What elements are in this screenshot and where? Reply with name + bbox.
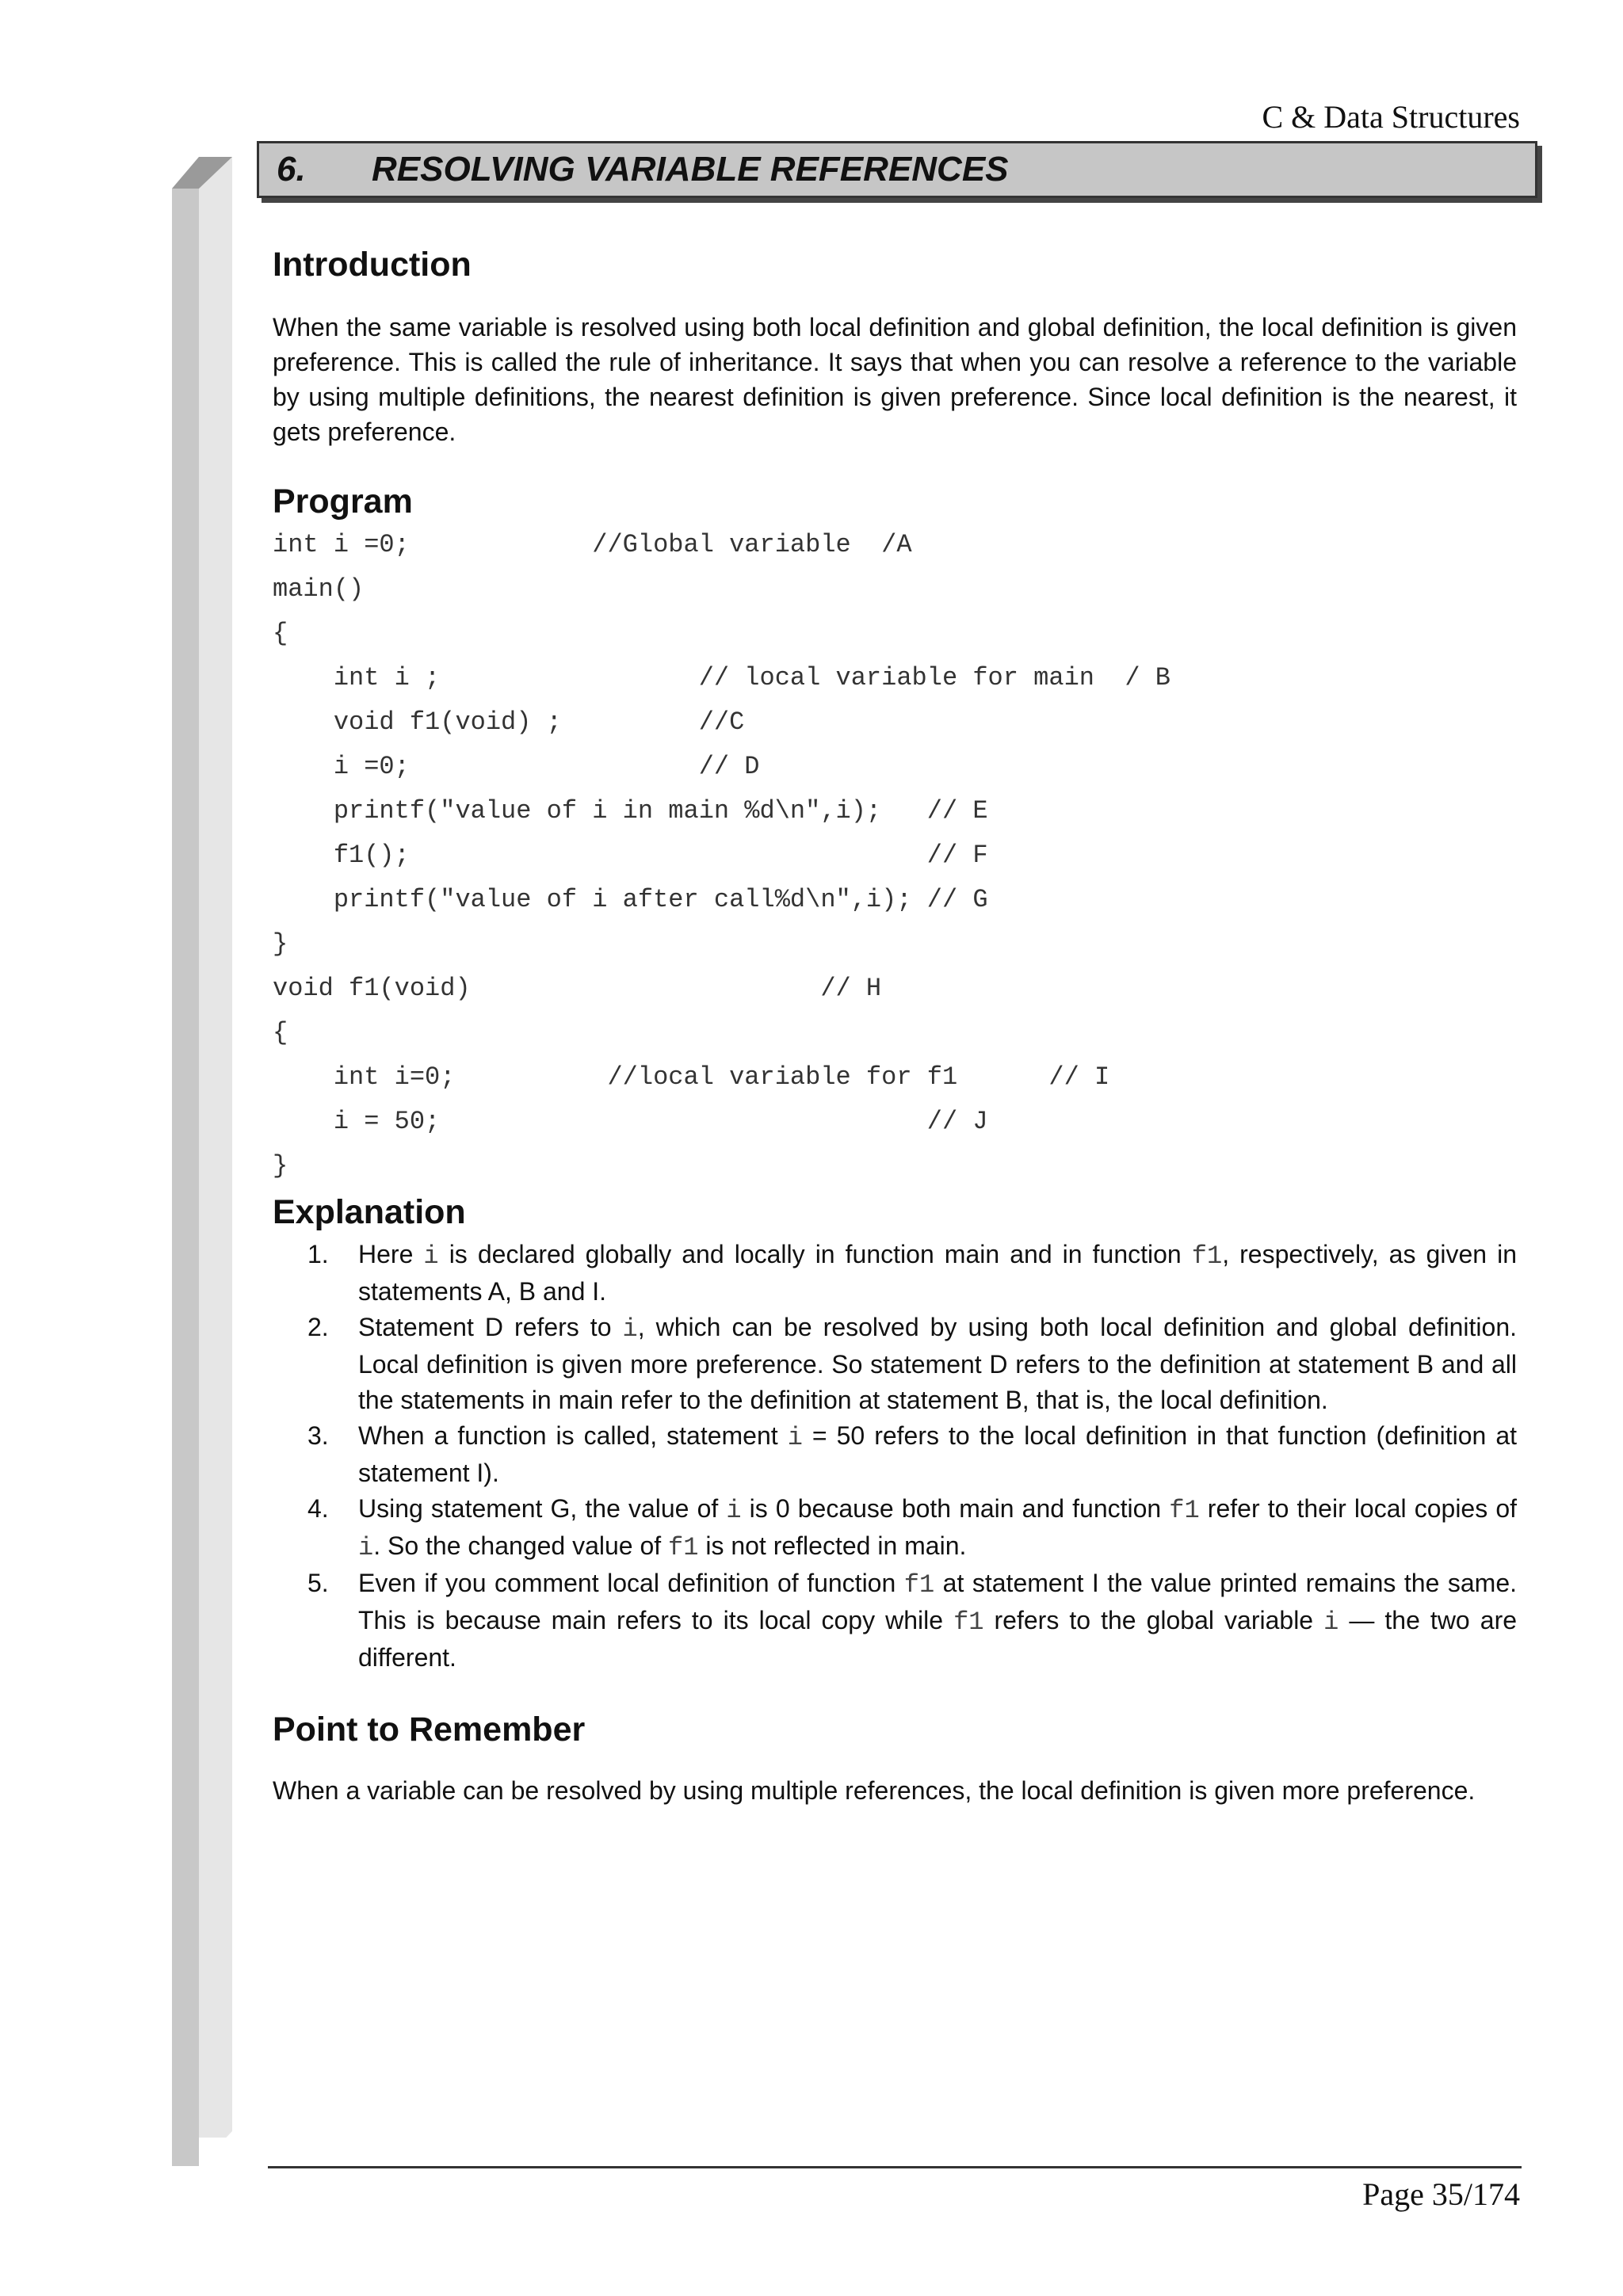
sidebar-decoration-bar bbox=[172, 189, 199, 2166]
explanation-text: When a function is called, statement bbox=[358, 1421, 788, 1450]
code-line: int i=0; //local variable for f1 // I bbox=[273, 1062, 1110, 1092]
code-reference: f1 bbox=[1169, 1496, 1200, 1525]
code-reference: i bbox=[787, 1423, 803, 1452]
explanation-item bbox=[273, 1310, 1517, 1418]
explanation-item bbox=[273, 1418, 1517, 1491]
page-number: Page 35/174 bbox=[1362, 2176, 1520, 2212]
explanation-text: = 50 refers to the local definition in that function (definition at statement I). bbox=[358, 1421, 1518, 1487]
code-reference: i bbox=[358, 1533, 374, 1562]
chapter-number: 6. bbox=[277, 150, 306, 189]
program-heading: Program bbox=[273, 482, 413, 521]
code-line: void f1(void) // H bbox=[273, 974, 882, 1003]
code-line: printf("value of i after call%d\n",i); // G bbox=[273, 885, 988, 914]
code-line: } bbox=[273, 1151, 288, 1180]
sidebar-decoration-foot bbox=[199, 2131, 232, 2166]
explanation-text: . So the changed value of bbox=[373, 1531, 669, 1560]
code-block bbox=[273, 523, 1517, 1188]
explanation-text: Using statement G, the value of bbox=[358, 1494, 727, 1523]
explanation-text: is 0 because both main and function bbox=[741, 1494, 1170, 1523]
code-line: } bbox=[273, 929, 288, 959]
code-line: int i ; // local variable for main / B bbox=[273, 663, 1170, 692]
explanation-text: Here bbox=[358, 1240, 424, 1268]
code-line: int i =0; //Global variable /A bbox=[273, 530, 912, 559]
list-number: 2. bbox=[307, 1313, 329, 1341]
explanation-text: Statement D refers to bbox=[358, 1313, 623, 1341]
point-to-remember-text: When a variable can be resolved by using multiple references, the local definition is given more preference. bbox=[273, 1776, 1476, 1805]
footer-divider bbox=[268, 2166, 1522, 2168]
explanation-list bbox=[273, 1237, 1517, 1676]
code-reference: f1 bbox=[1191, 1241, 1223, 1271]
code-line: f1(); // F bbox=[273, 841, 988, 870]
list-number: 4. bbox=[307, 1494, 329, 1523]
explanation-text: is not reflected in main. bbox=[698, 1531, 967, 1560]
explanation-item bbox=[273, 1237, 1517, 1310]
chapter-title: RESOLVING VARIABLE REFERENCES bbox=[372, 150, 1009, 189]
explanation-text: , respectively, as given in statements A, B and I. bbox=[358, 1240, 1517, 1306]
code-line: i =0; // D bbox=[273, 752, 760, 781]
running-header: C & Data Structures bbox=[1262, 99, 1520, 135]
code-line: { bbox=[273, 619, 288, 648]
chapter-title-box bbox=[257, 141, 1537, 198]
main-content bbox=[273, 238, 1517, 1808]
explanation-text: Even if you comment local definition of function bbox=[358, 1569, 904, 1597]
explanation-text: at statement I the value printed remains the same. This is because main refers to its local copy while bbox=[358, 1569, 1518, 1634]
code-reference: f1 bbox=[903, 1570, 935, 1600]
explanation-text: is declared globally and locally in function main and in function bbox=[438, 1240, 1192, 1268]
introduction-text: When the same variable is resolved using both local definition and global definition, the local definition is given preference. This is called the rule of inheritance. It says that when you can resolve a reference to the variable by using multiple definitions, the nearest definition is given preference. Since local definition is the nearest, it gets preference. bbox=[273, 313, 1517, 446]
code-reference: i bbox=[622, 1314, 638, 1344]
sidebar-decoration-face bbox=[199, 157, 232, 2138]
list-number: 5. bbox=[307, 1569, 329, 1597]
list-number: 3. bbox=[307, 1421, 329, 1450]
code-reference: f1 bbox=[668, 1533, 699, 1562]
code-reference: i bbox=[726, 1496, 742, 1525]
code-line: void f1(void) ; //C bbox=[273, 707, 745, 737]
explanation-item bbox=[273, 1566, 1517, 1676]
explanation-text: — the two are different. bbox=[358, 1606, 1518, 1672]
list-number: 1. bbox=[307, 1240, 329, 1268]
explanation-item bbox=[273, 1491, 1517, 1566]
introduction-heading: Introduction bbox=[273, 246, 472, 284]
explanation-heading: Explanation bbox=[273, 1193, 466, 1231]
code-reference: f1 bbox=[953, 1608, 984, 1637]
point-to-remember-heading: Point to Remember bbox=[273, 1711, 586, 1749]
code-reference: i bbox=[423, 1241, 439, 1271]
explanation-text: , which can be resolved by using both local definition and global definition. Local definition is given more preference. So statement D refers to the definition at statement B and all the statements in main refer to the definition at statement B, that is, the local definition. bbox=[358, 1313, 1518, 1414]
sidebar-decoration-cap bbox=[172, 157, 232, 189]
code-reference: i bbox=[1323, 1608, 1339, 1637]
code-line: i = 50; // J bbox=[273, 1107, 988, 1136]
code-line: printf("value of i in main %d\n",i); // E bbox=[273, 796, 988, 826]
explanation-text: refer to their local copies of bbox=[1199, 1494, 1517, 1523]
explanation-text: refers to the global variable bbox=[983, 1606, 1324, 1634]
code-line: { bbox=[273, 1018, 288, 1047]
code-line: main() bbox=[273, 574, 365, 604]
